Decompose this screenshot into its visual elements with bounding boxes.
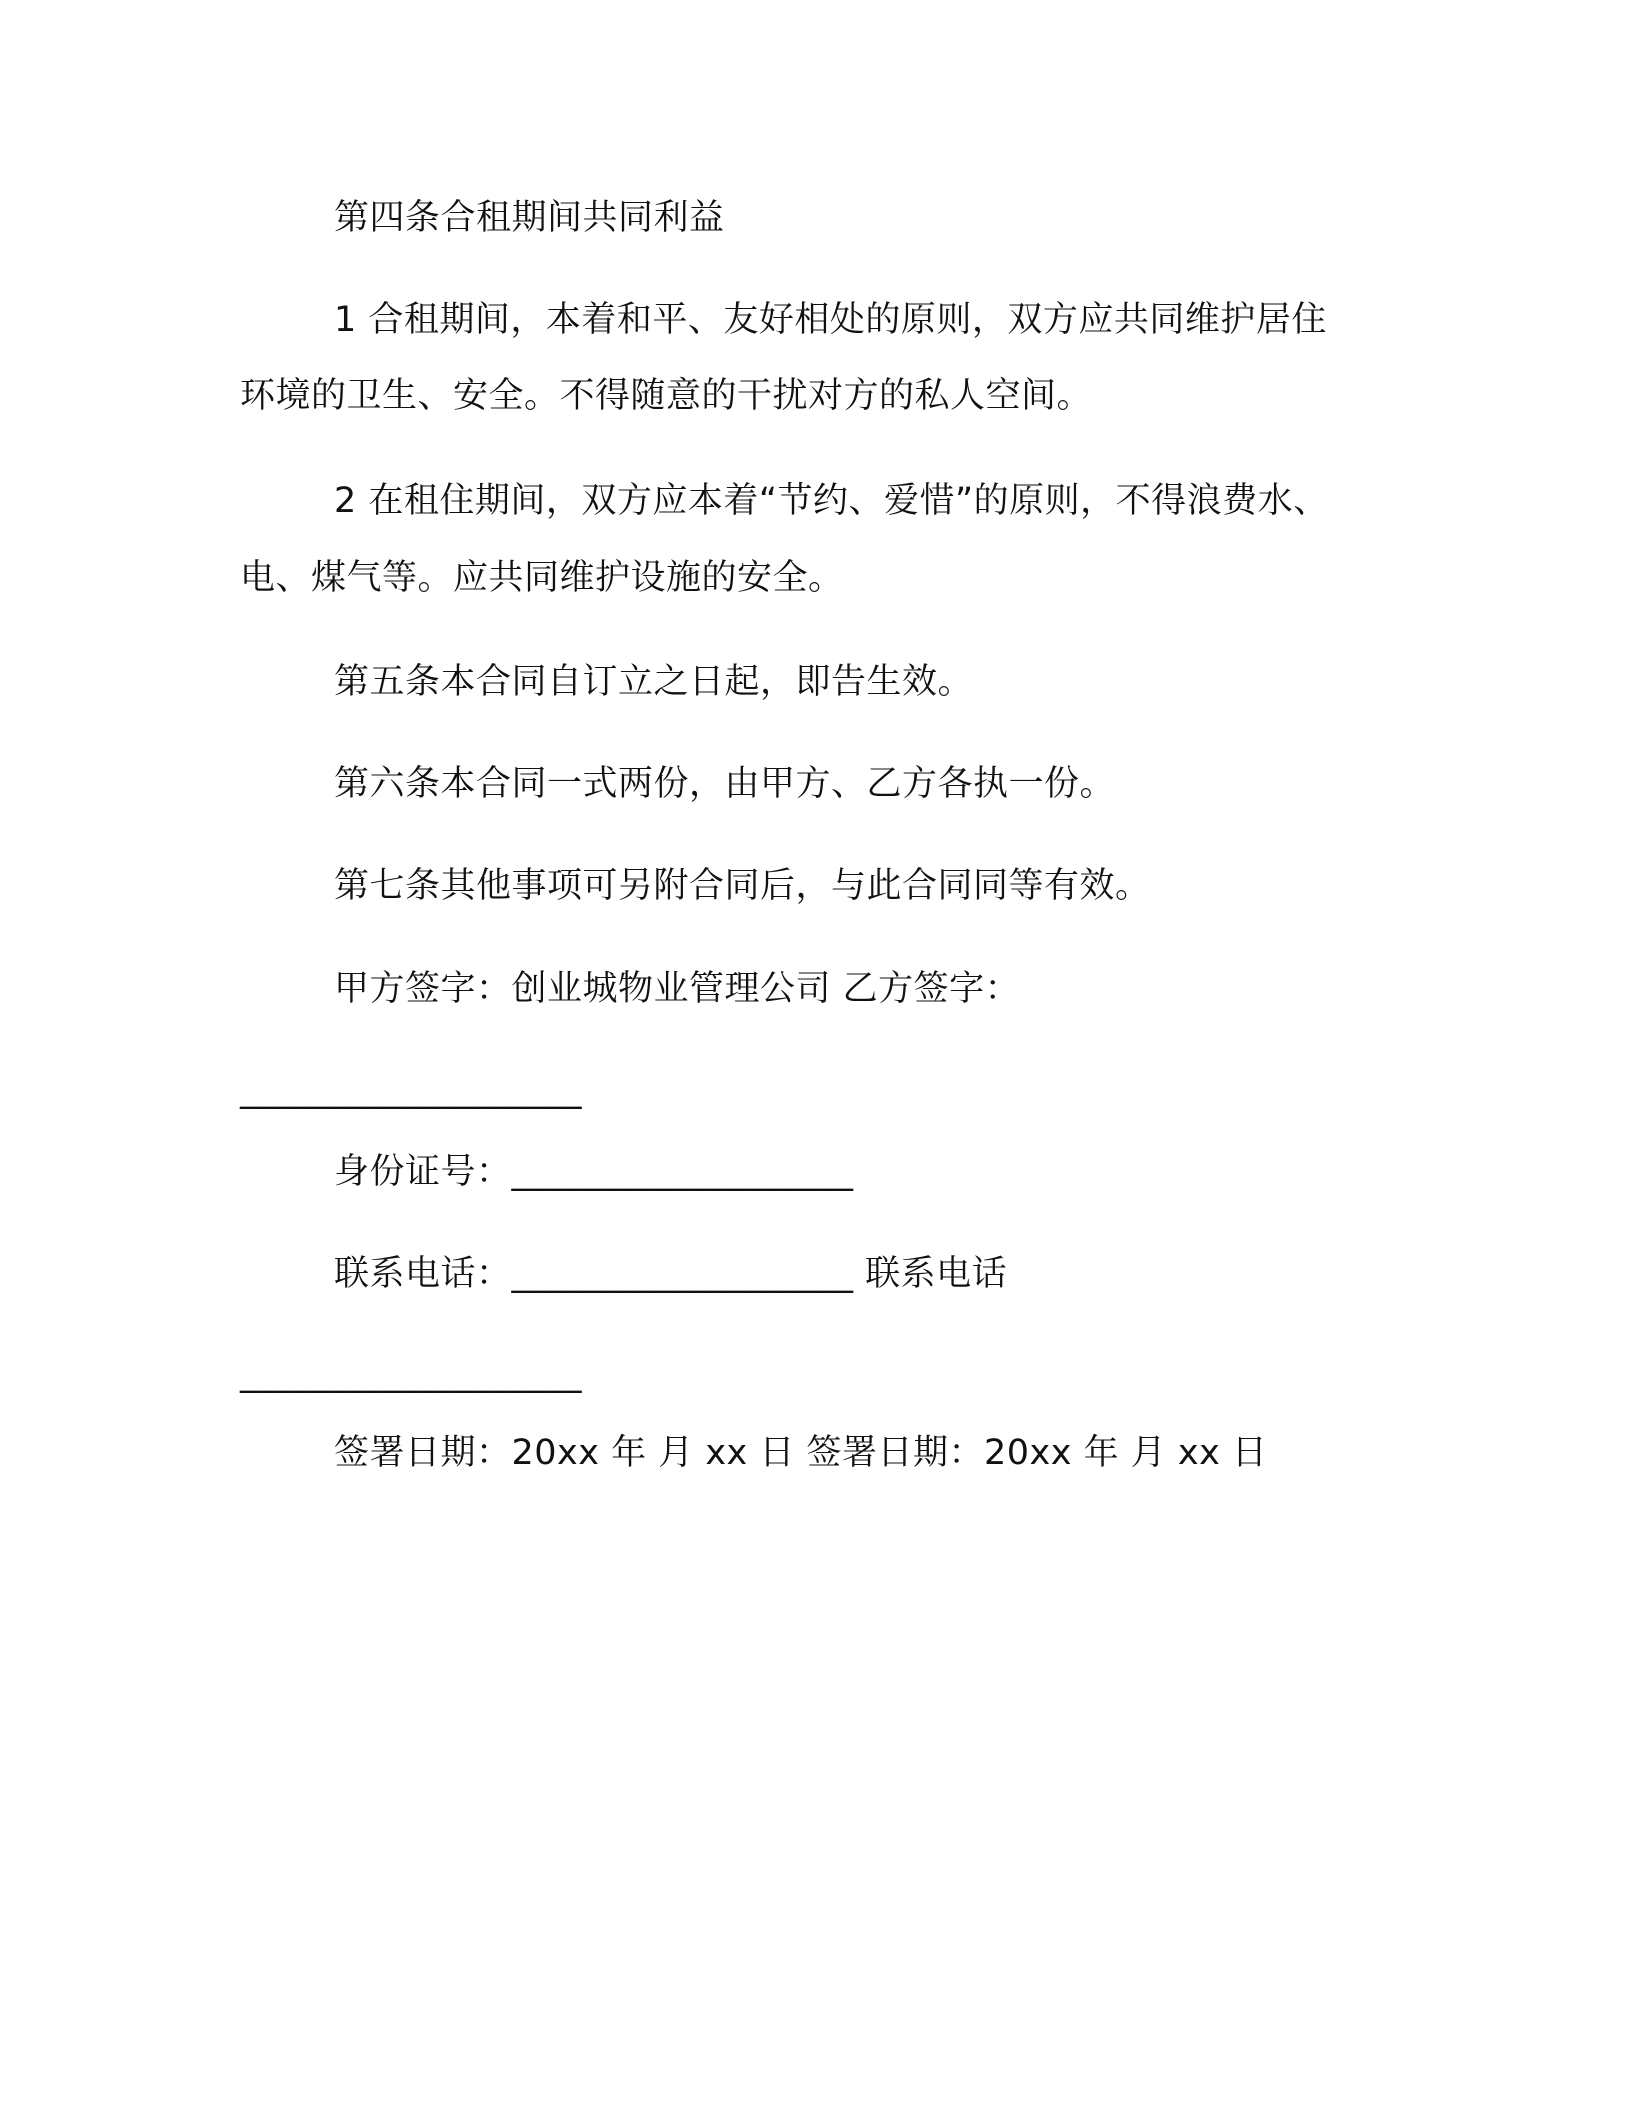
article4-item2-line1: 2 在租住期间，双方应本着“节约、爱惜”的原则，不得浪费水、	[334, 481, 1329, 521]
article4-item1-line2: 环境的卫生、安全。不得随意的干扰对方的私人空间。	[240, 376, 1093, 416]
signing-date-line: 签署日期：20xx 年 月 xx 日 签署日期：20xx 年 月 xx 日	[334, 1433, 1268, 1473]
article4-heading: 第四条合租期间共同利益	[334, 198, 725, 238]
article6-text: 第六条本合同一式两份，由甲方、乙方各执一份。	[334, 764, 1116, 804]
phone-line: 联系电话：___________________ 联系电话	[334, 1254, 1008, 1294]
article4-item2-line2: 电、煤气等。应共同维护设施的安全。	[240, 558, 844, 598]
phone-blank: ___________________	[240, 1354, 582, 1394]
signature-blank: ___________________	[240, 1070, 582, 1110]
signature-line: 甲方签字：创业城物业管理公司 乙方签字：	[334, 969, 1021, 1009]
article7-text: 第七条其他事项可另附合同后，与此合同同等有效。	[334, 866, 1151, 906]
article4-item1-line1: 1 合租期间，本着和平、友好相处的原则，双方应共同维护居住	[334, 300, 1327, 340]
id-number-line: 身份证号：___________________	[334, 1152, 854, 1192]
article5-text: 第五条本合同自订立之日起，即告生效。	[334, 662, 974, 702]
